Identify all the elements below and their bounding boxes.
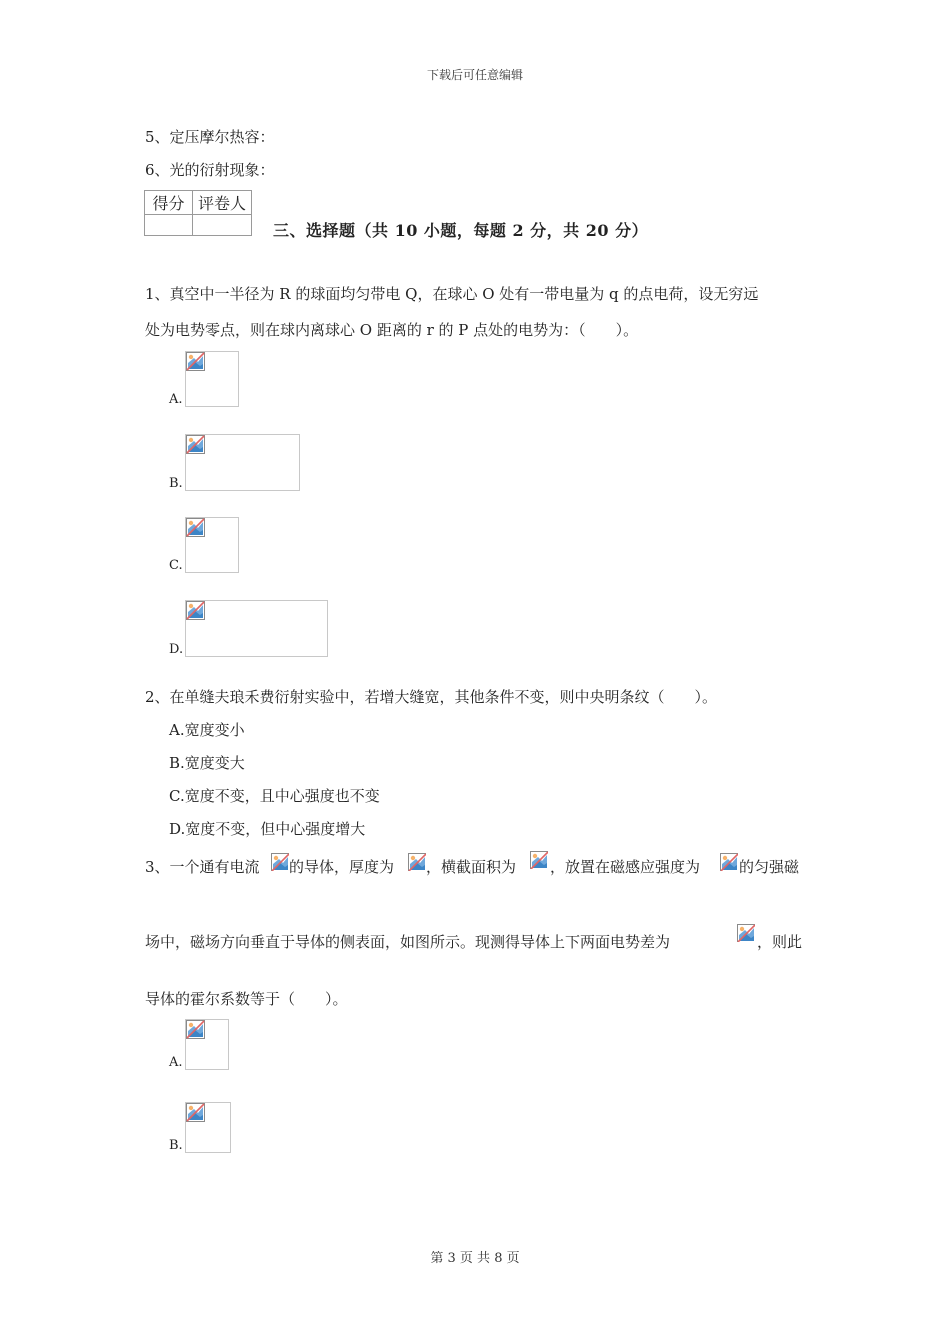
question-3-option-a-image	[185, 1019, 229, 1070]
question-3-line-1-part-3: ，横截面积为	[426, 858, 517, 876]
question-1-option-a-image	[185, 351, 239, 407]
question-1-option-b-label: B.	[169, 476, 183, 491]
broken-image-icon	[271, 853, 289, 871]
grader-label: 评卷人	[193, 191, 252, 215]
score-label: 得分	[145, 191, 193, 215]
question-3-option-b-image	[185, 1102, 231, 1153]
section-title: 三、选择题（共 10 小题，每题 2 分，共 20 分）	[273, 221, 649, 240]
question-2-stem: 2、在单缝夫琅禾费衍射实验中，若增大缝宽，其他条件不变，则中央明条纹（ ）。	[145, 688, 718, 706]
score-cell	[145, 215, 193, 236]
question-3-line-2-part-1: 场中，磁场方向垂直于导体的侧表面，如图所示。现测得导体上下两面电势差为	[145, 933, 671, 951]
page-header-note: 下载后可任意编辑	[426, 68, 523, 82]
question-1-option-c-image	[185, 517, 239, 573]
question-3-line-1-part-1: 3、一个通有电流	[145, 858, 260, 876]
question-1-option-d-label: D.	[169, 642, 184, 657]
score-table	[144, 190, 252, 236]
question-1-option-d-image	[185, 600, 328, 657]
question-3-line-1-part-4: ，放置在磁感应强度为	[550, 858, 701, 876]
question-3-option-b-label: B.	[169, 1138, 183, 1153]
question-1-option-a-label: A.	[169, 392, 183, 407]
item-6: 6、光的衍射现象：	[145, 161, 275, 179]
question-3-line-1-part-5: 的匀强磁	[739, 858, 800, 876]
broken-image-icon	[408, 853, 426, 871]
broken-image-icon	[530, 851, 548, 869]
question-2-option-c: C.宽度不变，且中心强度也不变	[169, 787, 380, 805]
broken-image-icon	[186, 1103, 206, 1123]
question-2-option-b: B.宽度变大	[169, 754, 245, 772]
broken-image-icon	[737, 924, 755, 942]
broken-image-icon	[186, 1020, 206, 1040]
broken-image-icon	[720, 853, 738, 871]
page-footer-number: 第 3 页 共 8 页	[430, 1251, 520, 1266]
broken-image-icon	[186, 518, 206, 538]
broken-image-icon	[186, 435, 206, 455]
question-3-line-1-part-2: 的导体，厚度为	[289, 858, 395, 876]
question-1-line-1: 1、真空中一半径为 R 的球面均匀带电 Q，在球心 O 处有一带电量为 q 的点电荷，设无穷远	[145, 285, 759, 303]
question-3-line-2-part-2: ，则此	[757, 933, 803, 951]
question-1-line-2: 处为电势零点，则在球内离球心 O 距离的 r 的 P 点处的电势为：（ ）。	[145, 321, 639, 339]
question-1-option-b-image	[185, 434, 300, 491]
question-1-option-c-label: C.	[169, 558, 183, 573]
question-3-line-3: 导体的霍尔系数等于（ ）。	[145, 990, 348, 1008]
question-2-option-d: D.宽度不变，但中心强度增大	[169, 820, 366, 838]
item-5: 5、定压摩尔热容：	[145, 128, 275, 146]
broken-image-icon	[186, 352, 206, 372]
question-3-option-a-label: A.	[169, 1055, 183, 1070]
grader-cell	[193, 215, 252, 236]
question-2-option-a: A.宽度变小	[169, 721, 245, 739]
broken-image-icon	[186, 601, 206, 621]
